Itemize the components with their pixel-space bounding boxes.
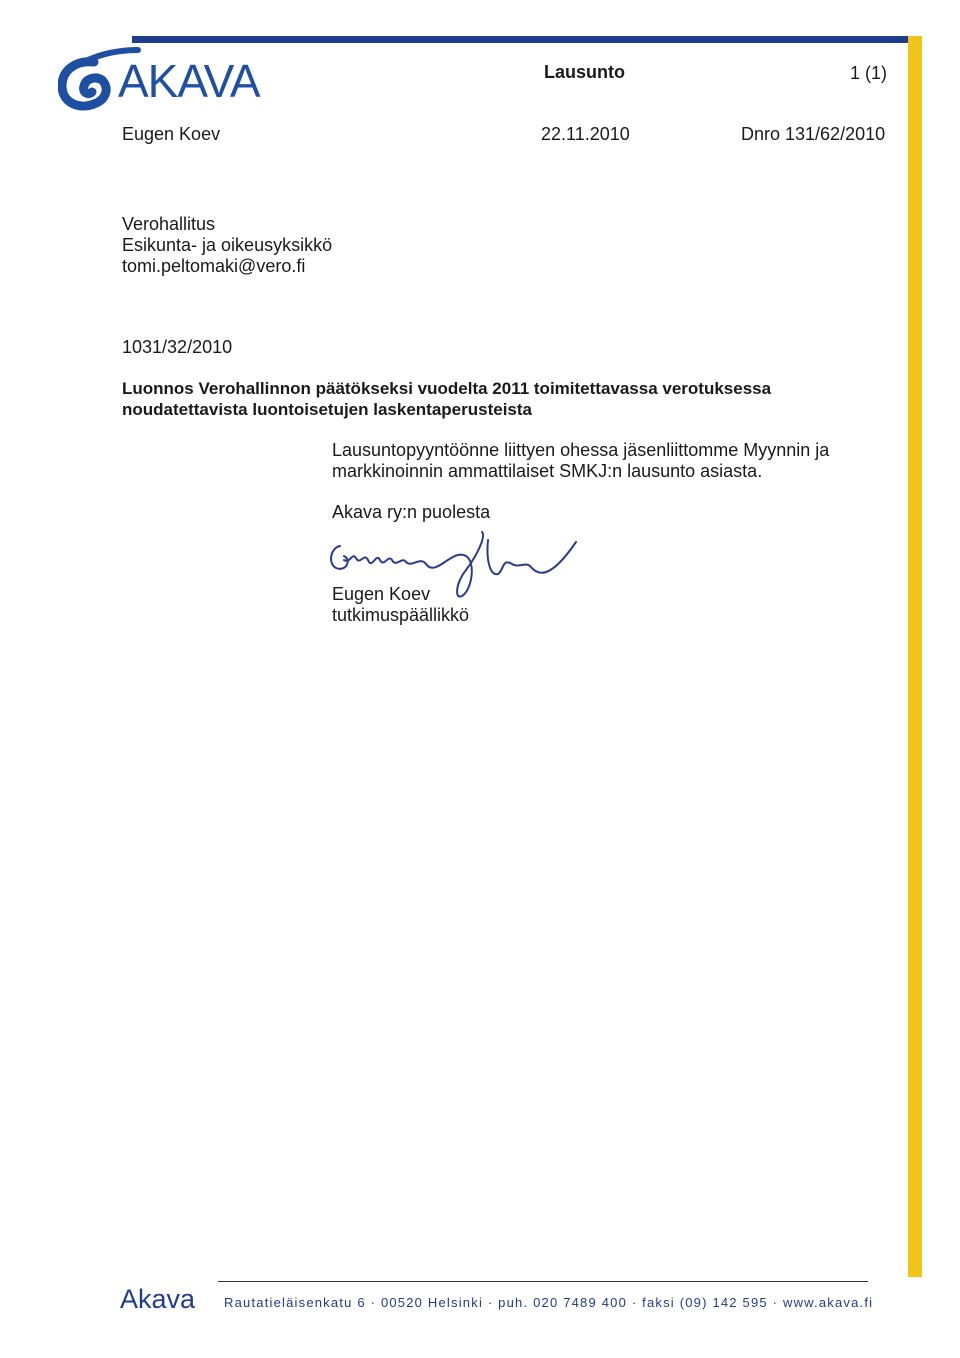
logo-wordmark: AKAVA (118, 55, 260, 107)
document-number: Dnro 131/62/2010 (741, 124, 886, 144)
recipient-email: tomi.peltomaki@vero.fi (122, 256, 306, 276)
author-name: Eugen Koev (122, 124, 221, 144)
footer-divider (218, 1281, 868, 1282)
footer-contact-info: Rautatieläisenkatu 6 · 00520 Helsinki · puh. 020 7489 400 · faksi (09) 142 595 · www.akava.fi (224, 1295, 874, 1310)
page-number: 1 (1) (850, 63, 888, 83)
footer-brand: Akava (120, 1284, 196, 1314)
signer-title: tutkimuspäällikkö (332, 605, 470, 625)
signer-name: Eugen Koev (332, 584, 431, 604)
side-accent-strip (908, 36, 922, 1277)
reference-number: 1031/32/2010 (122, 337, 233, 357)
document-date: 22.11.2010 (541, 124, 630, 144)
recipient-unit: Esikunta- ja oikeusyksikkö (122, 235, 333, 255)
header-rule (132, 36, 922, 43)
subject-heading: Luonnos Verohallinnon päätökseksi vuodelta 2011 toimitettavassa verotuksessa noudatettavista luontoisetujen laskentaperusteista (122, 379, 772, 419)
recipient-block (122, 214, 332, 277)
signer-block (332, 584, 469, 626)
on-behalf-line: Akava ry:n puolesta (332, 502, 491, 522)
body-paragraph: Lausuntopyyntöönne liittyen ohessa jäsenliittomme Myynnin ja markkinoinnin ammattilaiset SMKJ:n lausunto asiasta. (332, 440, 830, 481)
recipient-organization: Verohallitus (122, 214, 216, 234)
document-type: Lausunto (544, 62, 625, 82)
